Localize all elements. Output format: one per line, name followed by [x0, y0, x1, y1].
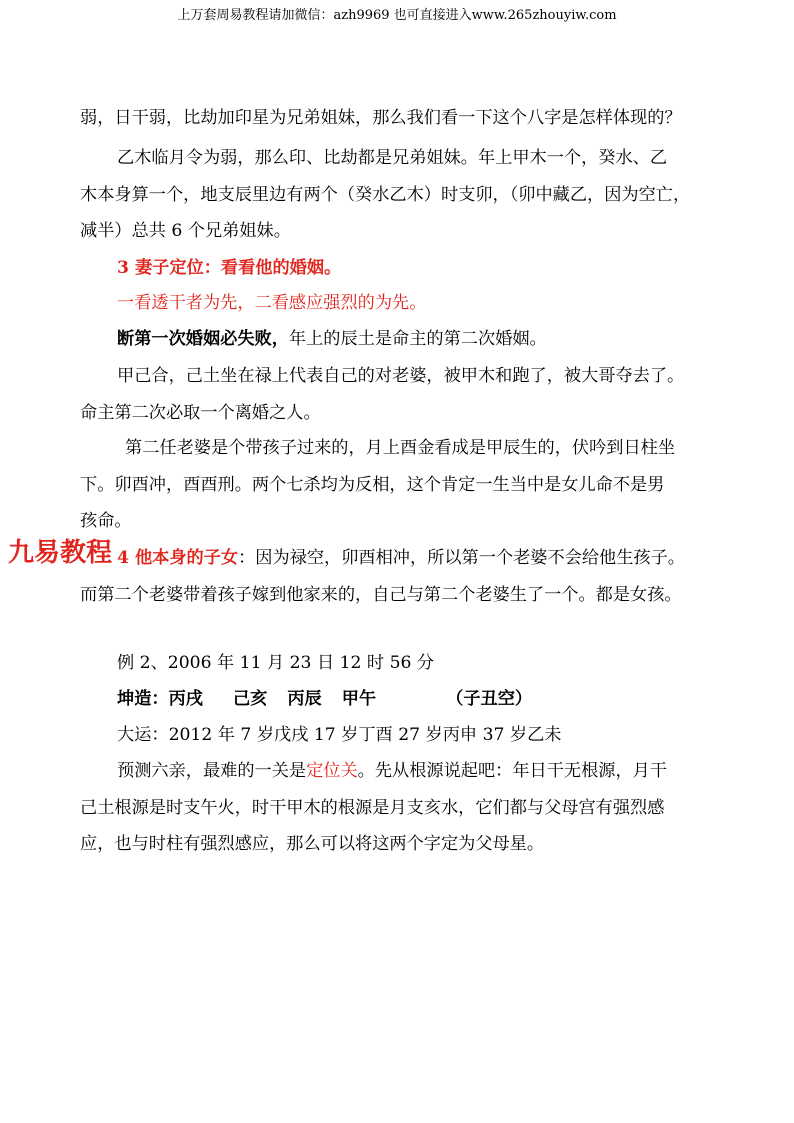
text-line: 孩命。: [80, 511, 132, 531]
bazi-chart-line: [80, 681, 757, 718]
pillar-year: 丙戌: [168, 689, 203, 709]
paragraph-intro: [80, 100, 720, 137]
text-line: [80, 753, 720, 790]
paragraph-second-wife: [80, 430, 720, 540]
red-term: 定位关: [306, 761, 358, 781]
section-heading-wife: 3 妻子定位：看看他的婚姻。: [117, 258, 342, 278]
chart-label: 坤造：: [117, 689, 169, 709]
text-line: [80, 540, 720, 577]
text-span: ：因为禄空，卯酉相冲，所以第一个老婆不会给他生孩子。: [238, 548, 685, 568]
example-2-date: 例 2、2006 年 11 月 23 日 12 时 56 分: [117, 653, 435, 673]
text-line: 木本身算一个，地支辰里边有两个（癸水乙木）时支卯，（卯中藏乙，因为空亡，: [80, 184, 691, 205]
text-span: 。先从根源说起吧：年日干无根源，月干: [357, 761, 668, 781]
text-line: 命主第二次必取一个离婚之人。: [80, 402, 321, 423]
text-line: 乙木临月令为弱，那么印、比劫都是兄弟姐妹。年上甲木一个，癸水、乙: [117, 148, 668, 168]
text-line: 己土根源是时支午火，时干甲木的根源是月支亥水，它们都与父母宫有强烈感: [80, 797, 665, 818]
text-line: 减半）总共 6 个兄弟姐妹。: [80, 221, 291, 241]
text-line: 弱，日干弱，比劫加印星为兄弟姐妹，那么我们看一下这个八字是怎样体现的？: [80, 108, 682, 128]
pillar-hour: 甲午: [341, 689, 377, 709]
red-rule-line: 一看透干者为先，二看感应强烈的为先。: [117, 293, 427, 313]
text-span: 预测六亲，最难的一关是: [117, 761, 307, 781]
pillar-month: 己亥: [232, 689, 268, 709]
kongwang-note: （子丑空）: [446, 689, 533, 709]
text-line: 应，也与时柱有强烈感应，那么可以将这两个字定为父母星。: [80, 834, 545, 854]
paragraph-jia-ji-combine: [80, 358, 720, 431]
paragraph-six-relatives: [80, 753, 720, 863]
paragraph-siblings: [80, 140, 720, 250]
dayun-line: 大运：2012 年 7 岁戊戌 17 岁丁酉 27 岁丙申 37 岁乙未: [117, 725, 562, 745]
watermark-logo: 九易教程: [8, 538, 113, 568]
page-header: 上万套周易教程请加微信：azh9969 也可直接进入www.265zhouyiw.com: [177, 8, 617, 23]
paragraph-children: [80, 540, 720, 613]
text-span: 年上的辰土是命主的第二次婚姻。: [288, 329, 547, 349]
text-line: 甲己合，己土坐在禄上代表自己的对老婆，被甲木和跑了，被大哥夺去了。: [117, 366, 685, 386]
text-line: 而第二个老婆带着孩子嫁到他家来的，自己与第二个老婆生了一个。都是女孩。: [80, 584, 682, 605]
section-label-children: 4 他本身的子女: [117, 548, 239, 568]
text-line: 下。卯酉冲，酉酉刑。两个七杀均为反相，这个肯定一生当中是女儿命不是男: [80, 474, 665, 495]
bold-statement: 断第一次婚姻必失败，: [117, 329, 289, 349]
text-line: 第二任老婆是个带孩子过来的，月上酉金看成是甲辰生的，伏吟到日柱坐: [125, 438, 676, 458]
paragraph-first-marriage: [80, 321, 757, 358]
pillar-day: 丙辰: [287, 689, 322, 709]
